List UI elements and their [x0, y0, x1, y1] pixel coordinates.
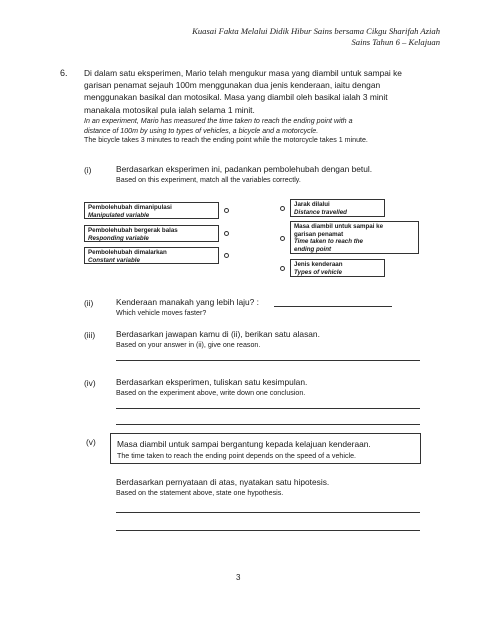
part-iii-label: (iii) — [84, 330, 96, 340]
box-label-en: Constant variable — [88, 256, 140, 264]
header-title: Kuasai Fakta Melalui Didik Hibur Sains bersama Cikgu Sharifah Aziah — [192, 26, 440, 36]
manipulated-variable-box[interactable] — [84, 202, 219, 219]
intro-ms-line: menggunakan basikal dan motosikal. Masa yang diambil oleh basikal ialah 3 minit — [84, 92, 388, 103]
match-dot[interactable] — [280, 236, 285, 241]
part-v-question-ms: Berdasarkan pernyataan di atas, nyatakan satu hipotesis. — [116, 477, 330, 487]
intro-ms-line: Di dalam satu eksperimen, Mario telah mengukur masa yang diambil untuk sampai ke — [84, 68, 402, 78]
header-subtitle: Sains Tahun 6 – Kelajuan — [351, 37, 440, 47]
question-number: 6. — [60, 68, 68, 78]
intro-en-line: distance of 100m by using to types of vehicles, a bicycle and a motorcycle. — [84, 126, 319, 135]
time-taken-box[interactable] — [290, 221, 419, 254]
match-dot[interactable] — [224, 253, 229, 258]
box-label-ms: Pembolehubah dimalarkan — [88, 249, 167, 256]
box-label-en: ending point — [294, 245, 332, 253]
box-label-en: Time taken to reach the — [294, 238, 364, 246]
part-iii-question-en: Based on your answer in (ii), give one reason. — [116, 341, 261, 349]
intro-en-plain: The bicycle takes 3 minutes to reach the ending point while the motorcycle takes 1 minute. — [84, 136, 368, 144]
page-number: 3 — [236, 573, 241, 582]
part-v-answer-line[interactable] — [116, 530, 420, 531]
box-label-ms: Pembolehubah dimanipulasi — [88, 204, 172, 211]
part-iv-answer-line[interactable] — [116, 408, 420, 409]
box-label-ms: Masa diambil untuk sampai ke — [294, 223, 384, 230]
match-dot[interactable] — [224, 231, 229, 236]
question-intro-ms — [84, 67, 421, 116]
box-label-en: Types of vehicle — [294, 268, 342, 276]
match-dot[interactable] — [280, 266, 285, 271]
part-iv-answer-line[interactable] — [116, 424, 420, 425]
part-iv-question-en: Based on the experiment above, write down one conclusion. — [116, 389, 306, 397]
part-ii-question-ms: Kenderaan manakah yang lebih laju? : — [116, 297, 259, 307]
part-v-answer-line[interactable] — [116, 512, 420, 513]
intro-ms-line: manakala motosikal pula ialah selama 1 minit. — [84, 104, 255, 115]
part-ii-label: (ii) — [84, 298, 94, 308]
part-ii-question-en: Which vehicle moves faster? — [116, 309, 207, 317]
part-i-question-ms: Berdasarkan eksperimen ini, padankan pembolehubah dengan betul. — [116, 164, 373, 174]
part-i-question-en: Based on this experiment, match all the variables correctly. — [116, 176, 301, 184]
box-label-en: Manipulated variable — [88, 211, 150, 219]
constant-variable-box[interactable] — [84, 247, 219, 264]
part-iii-answer-line[interactable] — [116, 360, 420, 361]
box-label-ms: Jarak dilalui — [294, 201, 330, 208]
match-dot[interactable] — [224, 208, 229, 213]
intro-en-line: In an experiment, Mario has measured the time taken to reach the ending point with a — [84, 117, 353, 125]
part-iii-question-ms: Berdasarkan jawapan kamu di (ii), berikan satu alasan. — [116, 329, 320, 339]
distance-travelled-box[interactable] — [290, 199, 385, 217]
box-label-ms: Jenis kenderaan — [294, 261, 343, 268]
box-label-en: Responding variable — [88, 234, 149, 242]
types-of-vehicle-box[interactable] — [290, 259, 385, 277]
part-v-label: (v) — [86, 437, 96, 447]
statement-ms: Masa diambil untuk sampai bergantung kepada kelajuan kenderaan. — [117, 439, 371, 449]
question-intro-en — [84, 117, 429, 136]
part-iv-question-ms: Berdasarkan eksperimen, tuliskan satu kesimpulan. — [116, 377, 308, 387]
box-label-ms: Pembolehubah bergerak balas — [88, 227, 178, 234]
part-iv-label: (iv) — [84, 378, 96, 388]
responding-variable-box[interactable] — [84, 225, 219, 242]
match-dot[interactable] — [280, 206, 285, 211]
box-label-ms: garisan penamat — [294, 230, 344, 238]
part-v-question-en: Based on the statement above, state one hypothesis. — [116, 489, 284, 497]
intro-ms-line: garisan penamat sejauh 100m menggunakan dua jenis kenderaan, iaitu dengan — [84, 80, 381, 91]
box-label-en: Distance travelled — [294, 208, 347, 216]
statement-en: The time taken to reach the ending point depends on the speed of a vehicle. — [117, 452, 356, 460]
part-i-label: (i) — [84, 165, 92, 175]
part-ii-answer-line[interactable] — [274, 306, 392, 307]
